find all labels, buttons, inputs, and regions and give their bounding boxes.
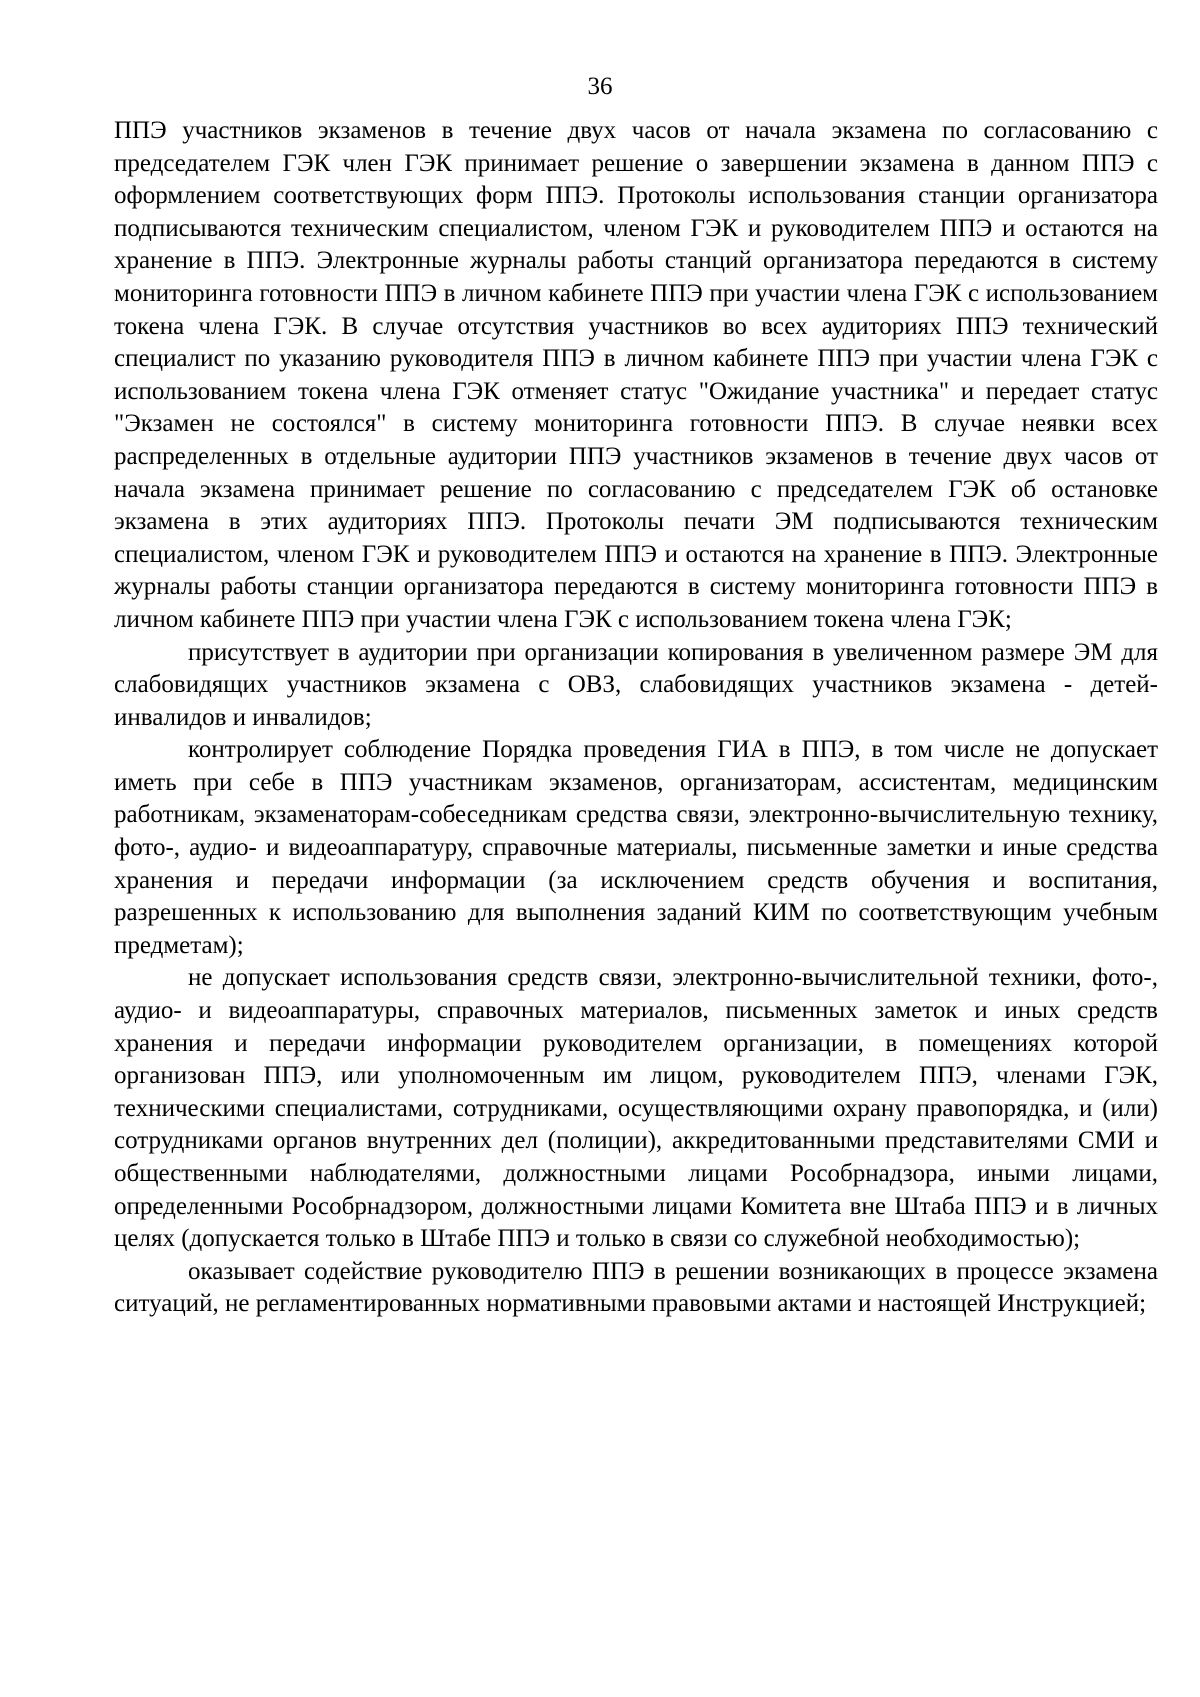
paragraph-device-restriction: не допускает использования средств связи, электронно-вычислительной техники, фото-, аудио- и видеоаппаратуры, справочных материалов, письменных заметок и иных средств хранения и передачи информации руководителем организации, в помещениях которой организован ППЭ, или уполномоченным им лицом, руководителем ППЭ, членами ГЭК, техническими специалистами, сотрудниками, осуществляющими охрану правопорядка, и (или) сотрудниками органов внутренних дел (полиции), аккредитованными представителями СМИ и общественными наблюдателями, должностными лицами Рособрнадзора, иными лицами, определенными Рособрнадзором, должностными лицами Комитета вне Штаба ППЭ и в личных целях (допускается только в Штабе ППЭ и только в связи со служебной необходимостью); (114, 964, 1158, 1253)
page-number: 36 (587, 73, 613, 100)
document-body (114, 115, 1158, 1321)
paragraph-continuation: ППЭ участников экзаменов в течение двух часов от начала экзамена по согласованию с председателем ГЭК член ГЭК принимает решение о завершении экзамена в данном ППЭ с оформлением соответствующих форм ППЭ. Протоколы использования станции организатора подписываются техническим специалистом, членом ГЭК и руководителем ППЭ и остаются на хранение в ППЭ. Электронные журналы работы станций организатора передаются в систему мониторинга готовности ППЭ в личном кабинете ППЭ при участии члена ГЭК с использованием токена члена ГЭК. В случае отсутствия участников во всех аудиториях ППЭ технический специалист по указанию руководителя ППЭ в личном кабинете ППЭ при участии члена ГЭК с использованием токена члена ГЭК отменяет статус "Ожидание участника" и передает статус "Экзамен не состоялся" в систему мониторинга готовности ППЭ. В случае неявки всех распределенных в отдельные аудитории ППЭ участников экзаменов в течение двух часов от начала экзамена принимает решение по согласованию с председателем ГЭК об остановке экзамена в этих аудиториях ППЭ. Протоколы печати ЭМ подписываются техническим специалистом, членом ГЭК и руководителем ППЭ и остаются на хранение в ППЭ. Электронные журналы работы станции организатора передаются в систему мониторинга готовности ППЭ в личном кабинете ППЭ при участии члена ГЭК с использованием токена члена ГЭК; (114, 117, 1158, 633)
paragraph-procedure-control: контролирует соблюдение Порядка проведения ГИА в ППЭ, в том числе не допускает иметь при себе в ППЭ участникам экзаменов, организаторам, ассистентам, медицинским работникам, экзаменаторам-собеседникам средства связи, электронно-вычислительную технику, фото-, аудио- и видеоаппаратуру, справочные материалы, письменные заметки и иные средства хранения и передачи информации (за исключением средств обучения и воспитания, разрешенных к использованию для выполнения заданий КИМ по соответствующим учебным предметам); (114, 736, 1158, 959)
paragraph-assistance: оказывает содействие руководителю ППЭ в решении возникающих в процессе экзамена ситуаций, не регламентированных нормативными правовыми актами и настоящей Инструкцией; (114, 1257, 1158, 1318)
paragraph-copying-supervision: присутствует в аудитории при организации копирования в увеличенном размере ЭМ для слабовидящих участников экзамена с ОВЗ, слабовидящих участников экзамена - детей-инвалидов и инвалидов; (114, 638, 1158, 731)
